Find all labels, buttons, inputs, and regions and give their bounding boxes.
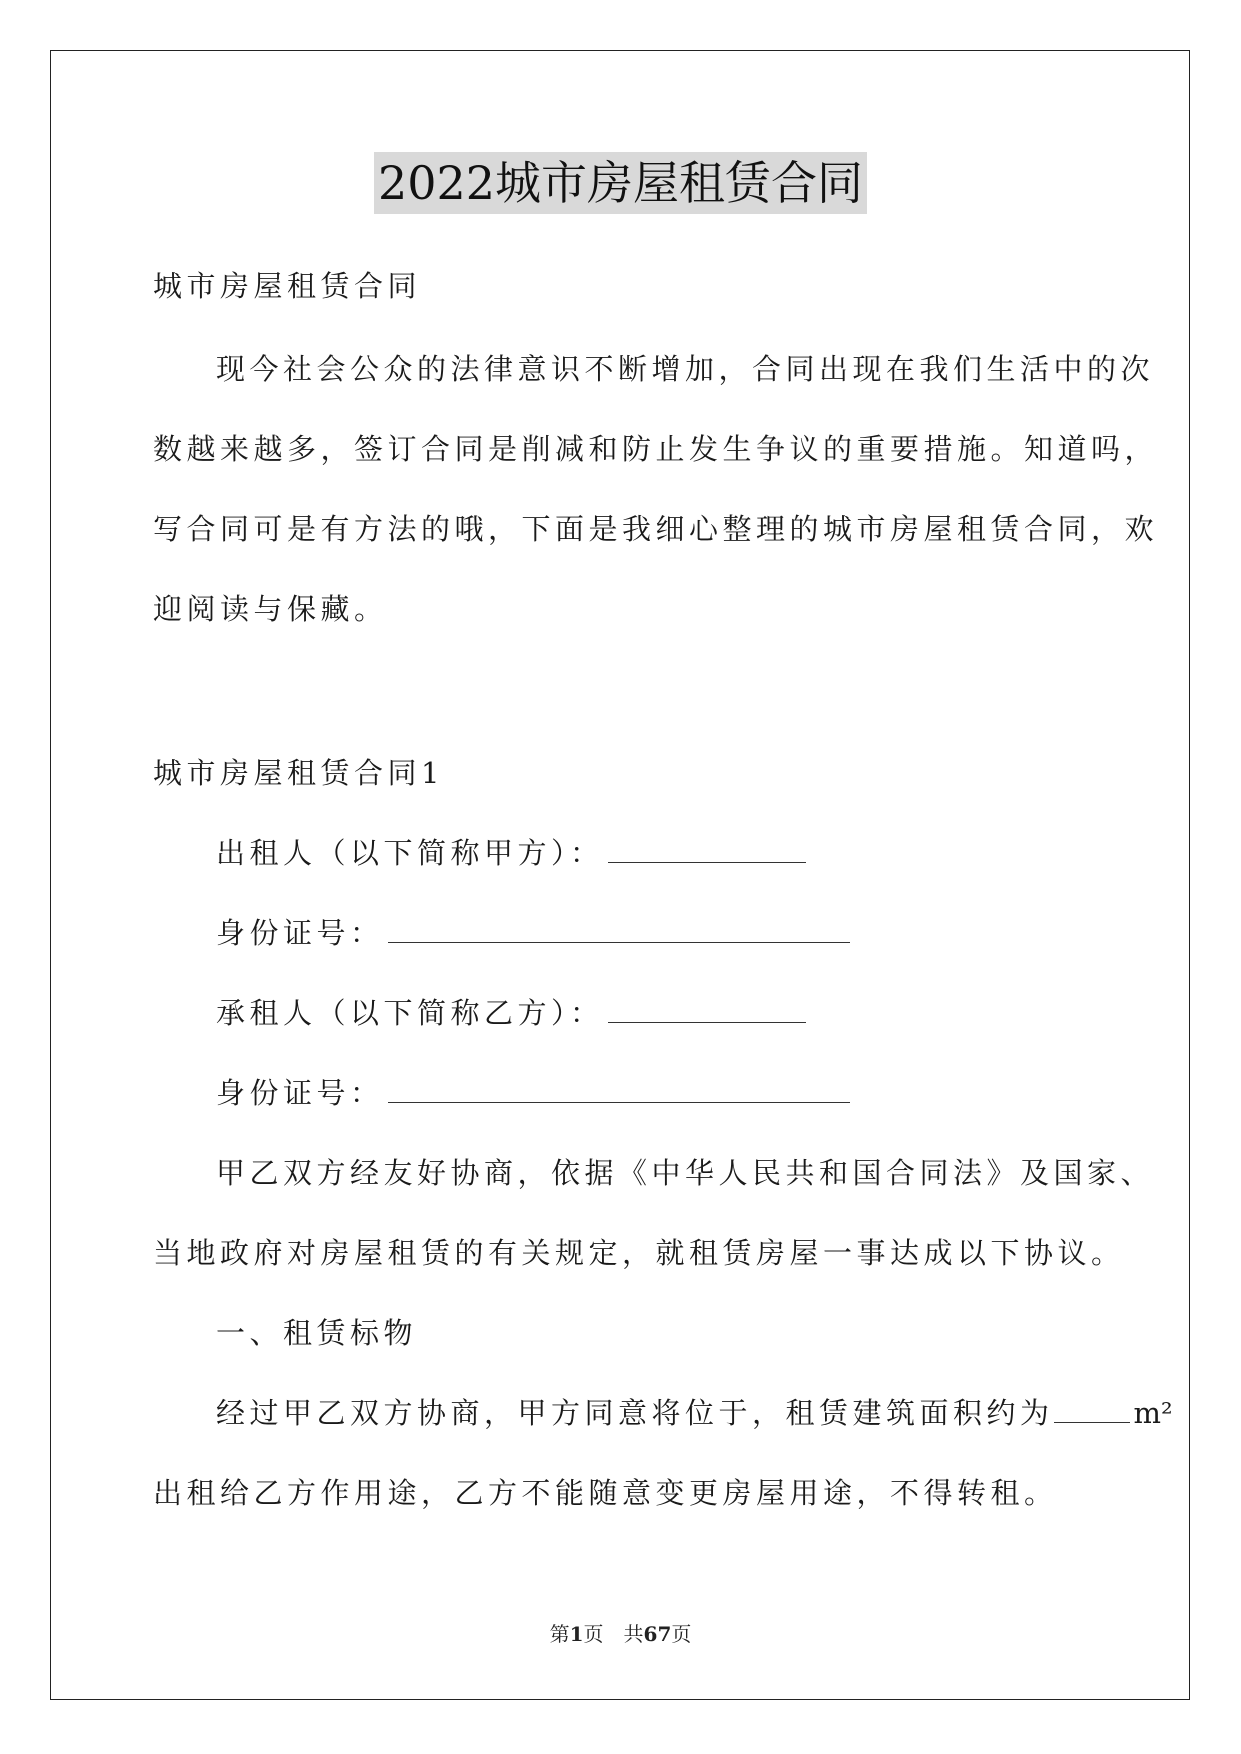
footer-suffix: 页 xyxy=(671,1622,692,1646)
footer-prefix: 第 xyxy=(549,1622,570,1646)
lessee-blank xyxy=(608,994,806,1023)
title-area xyxy=(0,152,1241,214)
lessor-label: 出租人（以下简称甲方）： xyxy=(216,836,604,870)
intro-line-4: 迎阅读与保藏。 xyxy=(153,592,388,626)
document-heading: 城市房屋租赁合同 xyxy=(153,269,422,303)
document-title: 2022城市房屋租赁合同 xyxy=(374,152,867,214)
clause-1-title: 一、租赁标物 xyxy=(216,1316,418,1350)
page-footer xyxy=(0,1622,1241,1646)
lessor-id-label: 身份证号： xyxy=(216,916,384,950)
intro-line-1: 现今社会公众的法律意识不断增加，合同出现在我们生活中的次 xyxy=(216,352,1155,386)
current-page-number: 1 xyxy=(569,1622,584,1646)
footer-mid: 页 共 xyxy=(583,1622,644,1646)
lessee-id-field xyxy=(216,1073,850,1113)
area-blank xyxy=(1054,1394,1130,1423)
lessee-field xyxy=(216,993,806,1033)
total-page-number: 67 xyxy=(643,1622,672,1646)
lessor-id-field xyxy=(216,913,850,953)
agreement-line-2: 当地政府对房屋租赁的有关规定，就租赁房屋一事达成以下协议。 xyxy=(153,1236,1125,1270)
section-title: 城市房屋租赁合同1 xyxy=(153,756,444,790)
intro-line-3: 写合同可是有方法的哦，下面是我细心整理的城市房屋租赁合同，欢 xyxy=(153,512,1159,546)
area-unit: m² xyxy=(1133,1396,1173,1430)
lessor-id-blank xyxy=(388,914,850,943)
clause-1-line-1 xyxy=(216,1393,1173,1433)
lessee-id-label: 身份证号： xyxy=(216,1076,384,1110)
lessor-field xyxy=(216,833,806,873)
clause-1-line-2: 出租给乙方作用途，乙方不能随意变更房屋用途，不得转租。 xyxy=(153,1476,1058,1510)
lessor-blank xyxy=(608,834,806,863)
intro-line-2: 数越来越多，签订合同是削减和防止发生争议的重要措施。知道吗， xyxy=(153,432,1159,466)
lessee-label: 承租人（以下简称乙方）： xyxy=(216,996,604,1030)
agreement-line-1: 甲乙双方经友好协商，依据《中华人民共和国合同法》及国家、 xyxy=(216,1156,1155,1190)
clause-1-text: 经过甲乙双方协商，甲方同意将位于，租赁建筑面积约为 xyxy=(216,1396,1054,1430)
lessee-id-blank xyxy=(388,1074,850,1103)
